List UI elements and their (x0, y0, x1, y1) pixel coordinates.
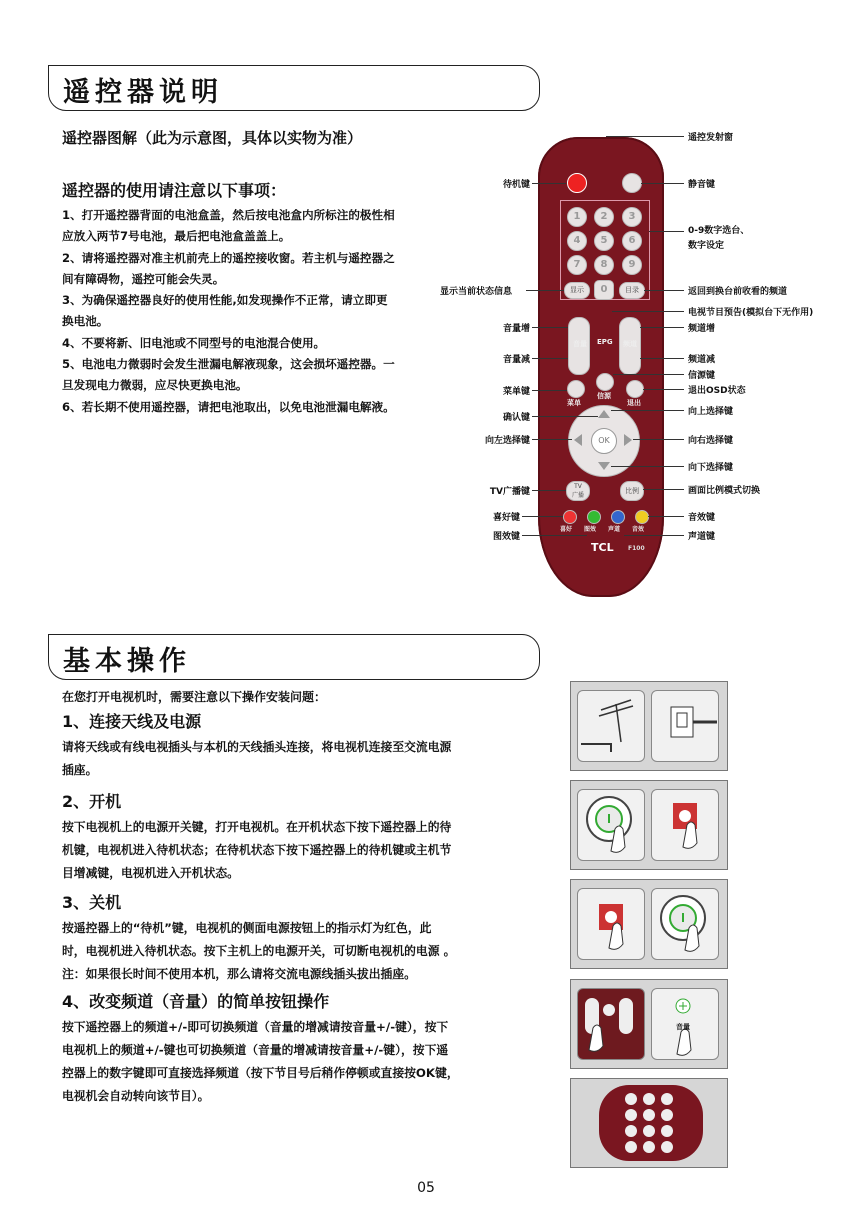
callout-left: 喜好键 (492, 513, 520, 523)
exit-icon (626, 380, 644, 398)
callout-left: 音量减 (502, 355, 530, 365)
callout-line (624, 535, 684, 536)
callout-right: 向上选择键 (688, 407, 734, 417)
digit-button: 6 (622, 231, 642, 251)
note-item: 3、为确保遥控器良好的使用性能,如发现操作不正常，请立即更换电池。 (62, 293, 388, 329)
sound-ch-label: 声道 (608, 526, 621, 533)
callout-left: 显示当前状态信息 (440, 287, 513, 297)
callout-left: 菜单键 (502, 387, 530, 397)
digit-button: 7 (567, 255, 587, 275)
ops-body (62, 917, 537, 986)
callout-right: 频道增 (688, 324, 716, 334)
digit-button: 9 (622, 255, 642, 275)
callout-right: 0-9数字选台、 (688, 226, 750, 236)
note-item: 5、电池电力微弱时会发生泄漏电解液现象，这会损坏遥控器。一旦发现电力微弱，应尽快更换电池。 (62, 357, 395, 393)
digit-keys-photo (570, 1078, 728, 1168)
exit-label: 退出 (627, 399, 641, 407)
callout-line (526, 290, 564, 291)
ops-heading: 3、关机 (62, 893, 122, 912)
power-on-photo (570, 780, 728, 870)
standby-button-hand-icon (571, 880, 727, 968)
section-title-remote (48, 65, 540, 111)
callout-line (640, 327, 684, 328)
callout-right: 声道键 (688, 532, 716, 542)
antenna-connection-photo (570, 681, 728, 771)
callout-left: 图效键 (492, 532, 520, 542)
callout-line (643, 489, 684, 490)
section-title-basic-ops (48, 634, 540, 680)
page-number: 05 (417, 1180, 435, 1196)
epg-label: EPG (597, 338, 613, 346)
ops-line: 请将天线或有线电视插头与本机的天线插头连接，将电视机连接至交流电源 (62, 740, 452, 754)
callout-line (648, 516, 684, 517)
left-arrow-icon (574, 434, 582, 446)
callout-right: 退出OSD状态 (688, 386, 746, 396)
sound-effect-color-button (635, 510, 649, 524)
ops-line: 按下电视机上的电源开关键，打开电视机。在开机状态下按下遥控器上的待 (62, 820, 452, 834)
menu-label: 菜单 (567, 399, 581, 407)
callout-line (532, 490, 566, 491)
model-label: F100 (628, 545, 645, 552)
callout-left: 确认键 (502, 413, 530, 423)
digit-button: 0 (594, 280, 614, 300)
ok-button: OK (591, 428, 617, 454)
callout-right: 返回到换台前收看的频道 (688, 287, 788, 297)
sound-channel-color-button (611, 510, 625, 524)
display-button: 显示 (564, 282, 590, 299)
ratio-button: 比例 (620, 481, 644, 501)
note-item: 2、请将遥控器对准主机前壳上的遥控接收窗。若主机与遥控器之间有障碍物，遥控可能会失灵。 (62, 250, 395, 286)
callout-line (612, 311, 684, 312)
source-label: 信源 (597, 392, 611, 400)
callout-right: 数字设定 (688, 241, 725, 251)
callout-line (644, 290, 684, 291)
power-off-photo (570, 879, 728, 969)
ops-body (62, 816, 537, 885)
note-item: 1、打开遥控器背面的电池盒盖，然后按电池盒内所标注的极性相应放入两节7号电池，最后把电池盒盖盖上。 (62, 208, 395, 244)
callout-line (532, 183, 566, 184)
callout-right: 向右选择键 (688, 436, 734, 446)
note-item: 6、若长期不使用遥控器，请把电池取出，以免电池泄漏电解液。 (62, 399, 395, 414)
callout-line (532, 327, 568, 328)
digit-button: 3 (622, 207, 642, 227)
ops-line: 注：如果很长时间不使用本机，那么请将交流电源线插头拔出插座。 (62, 967, 416, 981)
ops-body (62, 1016, 537, 1108)
power-icon (567, 173, 587, 193)
callout-left: 待机键 (502, 180, 530, 190)
digit-button: 5 (594, 231, 614, 251)
channel-label: 频道 (623, 340, 637, 348)
ops-heading: 2、开机 (62, 792, 122, 811)
graphic-color-button (587, 510, 601, 524)
callout-right: 向下选择键 (688, 463, 734, 473)
sound-fx-label: 音效 (632, 526, 645, 533)
callout-line (611, 410, 684, 411)
callout-left: TV广播键 (489, 487, 530, 497)
remote-notes (62, 205, 397, 418)
callout-right: 画面比例模式切换 (688, 486, 761, 496)
digit-button: 1 (567, 207, 587, 227)
callout-line (532, 416, 598, 417)
favorite-color-button (563, 510, 577, 524)
callout-right: 静音键 (688, 180, 716, 190)
down-arrow-icon (598, 462, 610, 470)
ops-line: 机键，电视机进入待机状态；在待机状态下按下遥控器上的待机键或主机节 (62, 843, 452, 857)
callout-line (522, 516, 563, 517)
right-arrow-icon (624, 434, 632, 446)
program-button: 目录 (619, 282, 645, 299)
callout-right: 频道减 (688, 355, 716, 365)
digit-button: 8 (594, 255, 614, 275)
volume-label: 音量 (573, 340, 587, 348)
callout-line (641, 183, 684, 184)
callout-line (649, 231, 684, 232)
ops-line: 时，电视机进入待机状态。按下主机上的电源开关，可切断电视机的电源 。 (62, 944, 456, 958)
ops-body (62, 736, 537, 782)
callout-line (532, 358, 568, 359)
section-title-text: 基本操作 (63, 646, 191, 677)
tv-broadcast-button: TV 广播 (566, 481, 590, 501)
callout-right: 音效键 (688, 513, 716, 523)
callout-right: 信源键 (688, 371, 716, 381)
ops-line: 插座。 (62, 763, 98, 777)
callout-left: 向左选择键 (484, 436, 530, 446)
callout-line (532, 390, 567, 391)
channel-volume-photo (570, 979, 728, 1069)
digit-button: 2 (594, 207, 614, 227)
ops-line: 电视机会自动转向该节目）。 (62, 1089, 210, 1103)
graphic-label: 图效 (584, 526, 597, 533)
callout-line (643, 389, 684, 390)
ops-line: 按遥控器上的“待机”键，电视机的侧面电源按钮上的指示灯为红色，此 (62, 921, 432, 935)
ops-line: 目增减键，电视机进入开机状态。 (62, 866, 239, 880)
callout-line (532, 439, 572, 440)
callout-line (611, 466, 684, 467)
section-title-text: 遥控器说明 (63, 77, 223, 108)
callout-line (606, 136, 684, 137)
notes-heading: 遥控器的使用请注意以下事项： (62, 181, 287, 200)
ops-heading: 1、连接天线及电源 (62, 712, 202, 731)
volume-hand-icon (571, 980, 727, 1068)
callout-line (640, 358, 684, 359)
ops-line: 电视机上的频道+/-键也可切换频道（音量的增减请按音量+/-键），按下遥 (62, 1043, 449, 1057)
callout-line (633, 439, 684, 440)
ops-heading: 4、改变频道（音量）的简单按钮操作 (62, 992, 330, 1011)
callout-line (613, 374, 684, 375)
digit-keypad-icon (571, 1079, 727, 1167)
ops-line: 控器上的数字键即可直接选择频道（按下节目号后稍作停顿或直接按OK键， (62, 1066, 459, 1080)
remote-diagram-caption: 遥控器图解（此为示意图，具体以实物为准） (62, 129, 363, 147)
ops-line: 按下遥控器上的频道+/-即可切换频道（音量的增减请按音量+/-键），按下 (62, 1020, 449, 1034)
digit-button: 4 (567, 231, 587, 251)
mute-icon (622, 173, 642, 193)
fav-label: 喜好 (560, 526, 573, 533)
callout-left: 音量增 (502, 324, 530, 334)
basic-operations (62, 686, 537, 1108)
power-button-hand-icon (571, 781, 727, 869)
note-item: 4、不要将新、旧电池或不同型号的电池混合使用。 (62, 335, 326, 350)
ops-intro: 在您打开电视机时，需要注意以下操作安装问题： (62, 690, 327, 704)
brand-logo: TCL (591, 541, 614, 554)
photo-volume-label: 音量 (676, 1023, 690, 1031)
up-arrow-icon (598, 410, 610, 418)
menu-icon (567, 380, 585, 398)
source-icon (596, 373, 614, 391)
callout-line (522, 535, 587, 536)
callout-right: 电视节目预告(模拟台下无作用) (688, 308, 814, 318)
callout-right: 遥控发射窗 (688, 133, 734, 143)
antenna-icon (571, 682, 727, 770)
